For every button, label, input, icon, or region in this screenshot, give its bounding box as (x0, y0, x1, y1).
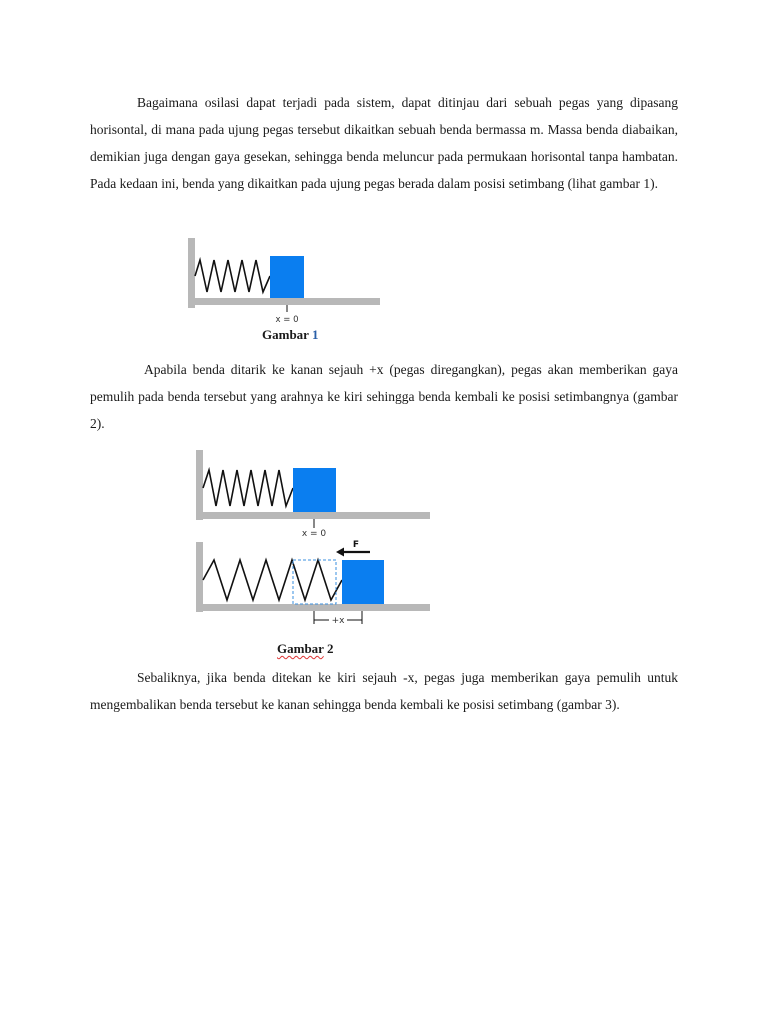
spring-bottom (203, 560, 342, 600)
caption-number: 2 (326, 641, 334, 656)
paragraph-1 (90, 89, 678, 197)
floor-bottom (196, 604, 430, 611)
paragraph-1-text: Bagaimana osilasi dapat terjadi pada sistem, dapat ditinjau dari sebuah pegas yang dipasang horisontal, di mana pada ujung pegas tersebut dikaitkan sebuah benda bermassa m. Massa benda diabaikan, demikian juga dengan gaya gesekan, sehingga benda meluncur pada permukaan horisontal tanpa hambatan. Pada kedaan ini, benda yang dikaitkan pada ujung pegas berada dalam posisi setimbang (lihat gambar 1). (90, 95, 678, 191)
block-top (293, 468, 336, 512)
equilibrium-label-top: x = 0 (301, 529, 327, 539)
wall-bottom (196, 542, 203, 612)
figure-1-caption (262, 327, 318, 343)
block (270, 256, 304, 298)
paragraph-3 (90, 664, 678, 718)
floor (188, 298, 380, 305)
wall (188, 238, 195, 308)
wall-top (196, 450, 203, 520)
force-arrow-head (336, 548, 344, 557)
figure-2-caption (277, 641, 333, 657)
figure-1-diagram (186, 236, 386, 326)
spring-top (203, 470, 293, 506)
caption-word: Gambar (277, 641, 324, 656)
paragraph-2-text: Apabila benda ditarik ke kanan sejauh +x (pegas diregangkan), pegas akan memberikan gaya pemulih pada benda tersebut yang arahnya ke kiri sehingga benda kembali ke posisi setimbangnya (gambar 2). (90, 362, 678, 431)
paragraph-2 (90, 356, 678, 437)
equilibrium-label: x = 0 (275, 315, 299, 325)
displacement-label: +x (331, 616, 345, 626)
block-bottom (342, 560, 384, 604)
paragraph-3-text: Sebaliknya, jika benda ditekan ke kiri sejauh -x, pegas juga memberikan gaya pemulih untuk mengembalikan benda tersebut ke kanan sehingga benda kembali ke posisi setimbang (gambar 3). (90, 670, 678, 712)
caption-word: Gambar (262, 327, 309, 342)
force-label: F (352, 540, 360, 550)
figure-2-diagram (194, 448, 434, 634)
spring (195, 260, 270, 292)
caption-number: 1 (311, 327, 319, 342)
floor-top (196, 512, 430, 519)
